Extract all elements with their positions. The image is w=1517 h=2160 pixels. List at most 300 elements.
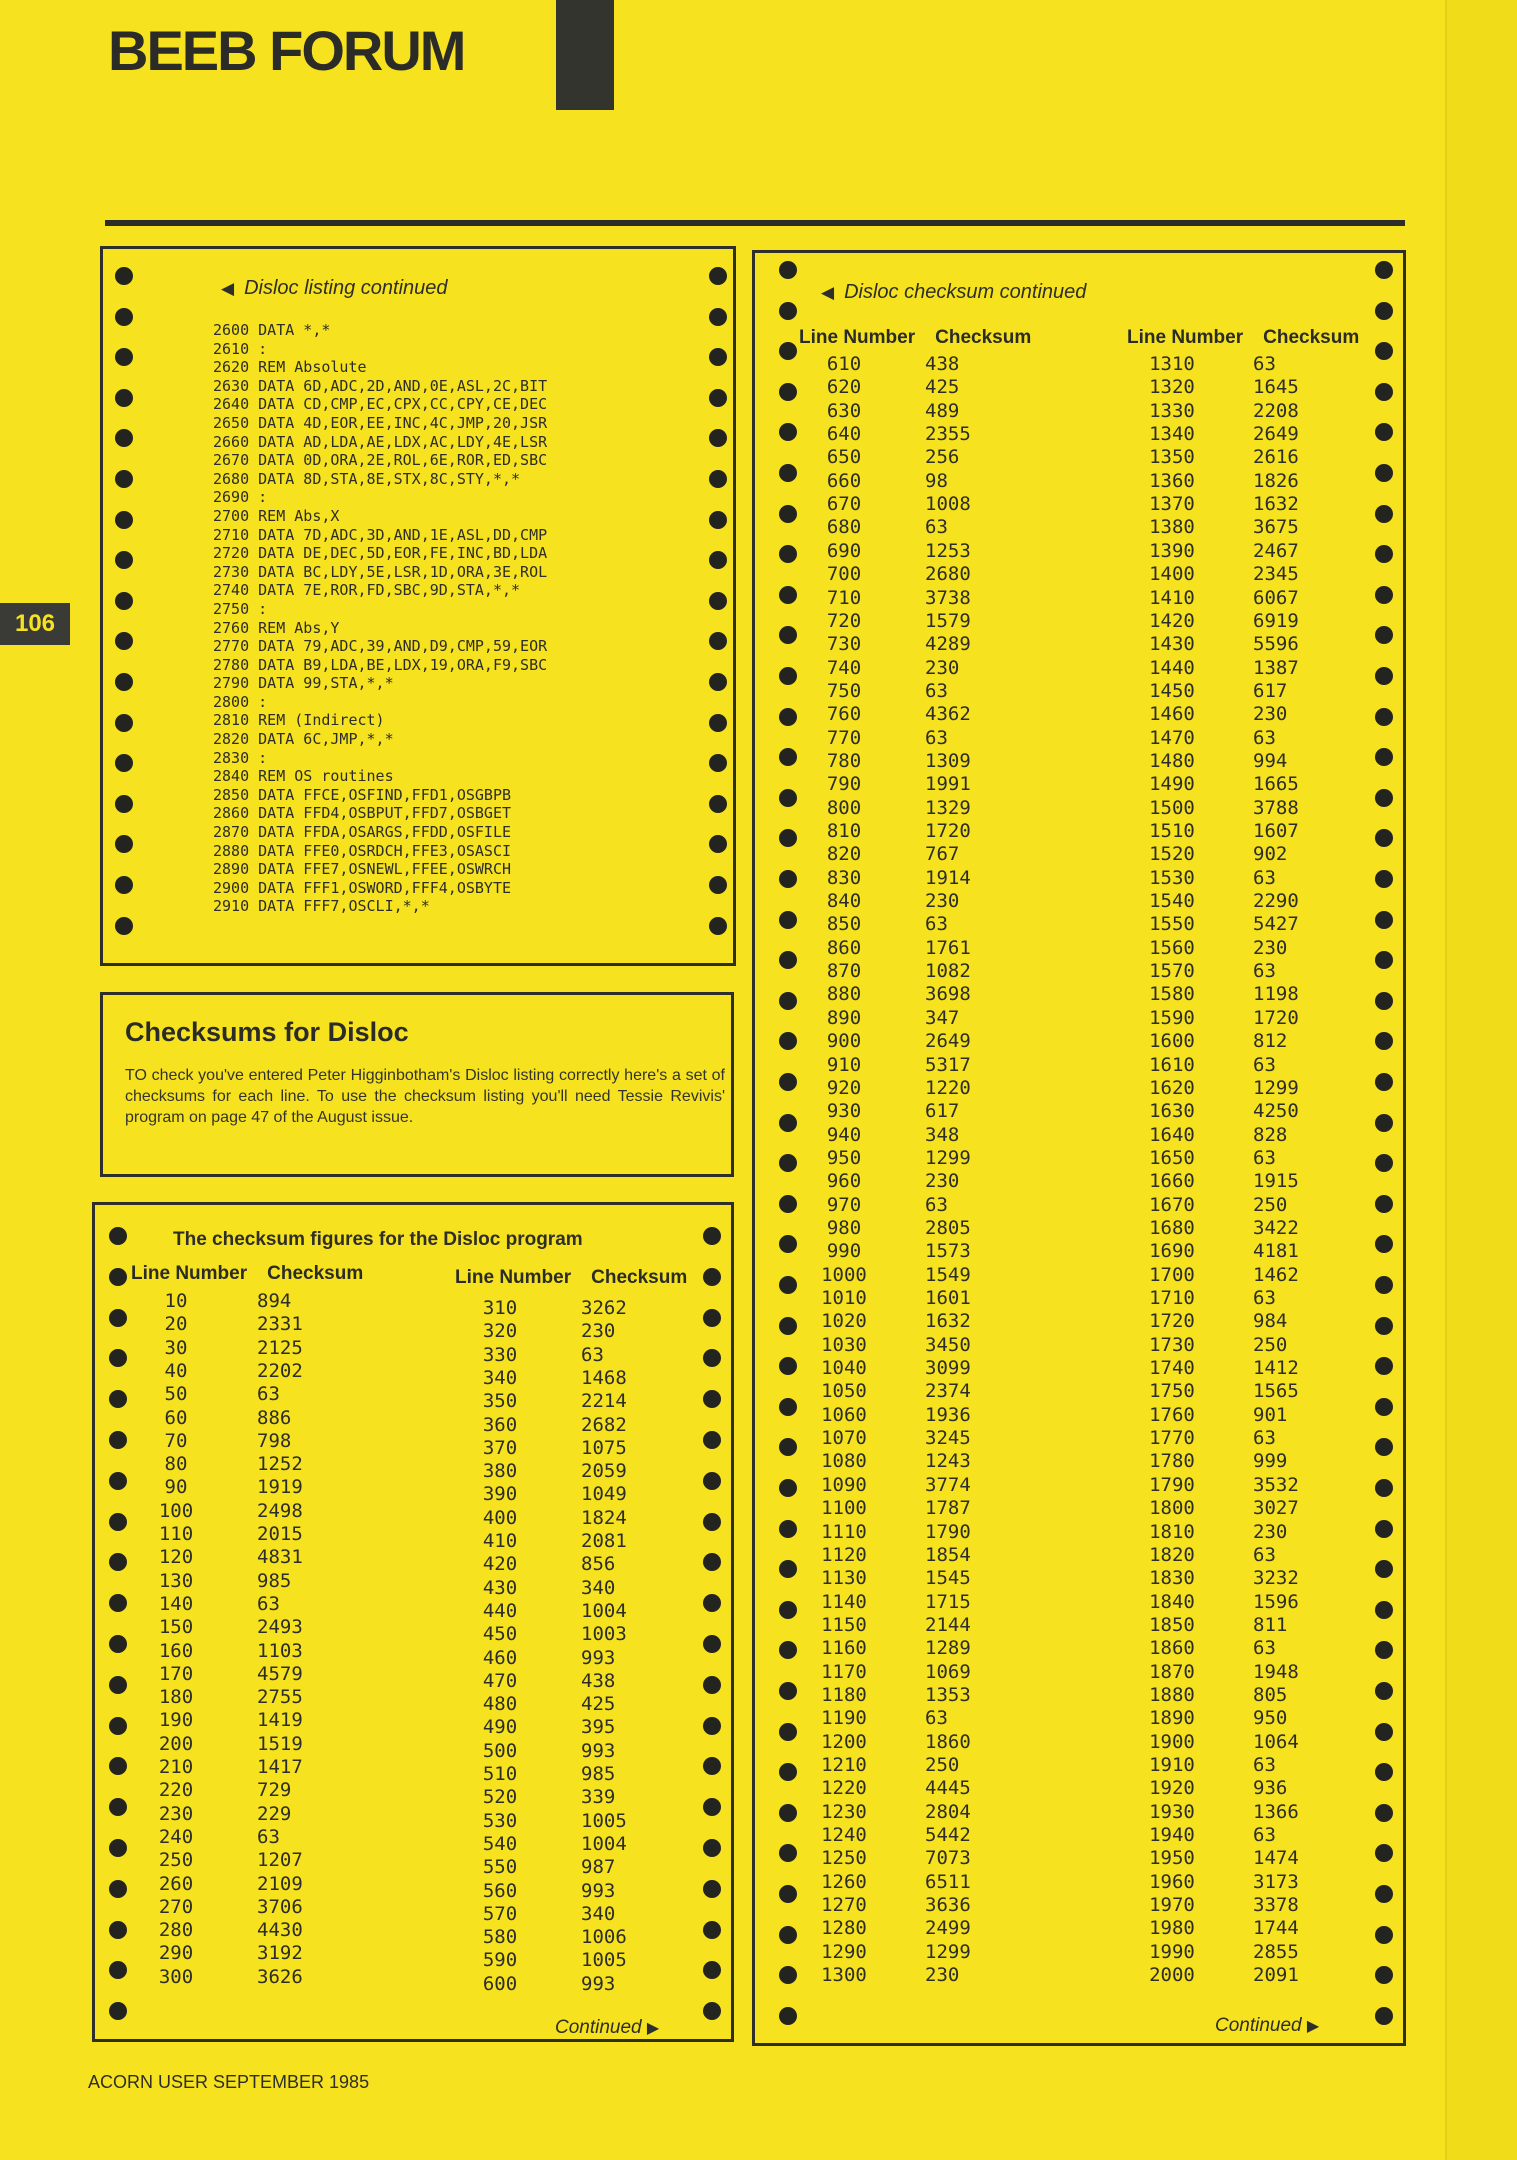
perforation-hole: [1375, 1195, 1393, 1213]
line-number-cell: 1820: [1149, 1543, 1195, 1566]
perforation-hole: [779, 748, 797, 766]
code-line: 2900 DATA FFF1,OSWORD,FFF4,OSBYTE: [213, 878, 512, 897]
checksum-cell: 1412: [1253, 1357, 1299, 1380]
line-number-cell: 620: [826, 376, 862, 399]
table-row: [1127, 867, 1373, 889]
checksum-cell: 2649: [925, 1030, 971, 1053]
table-row: [799, 1077, 1045, 1099]
code-line: 2740 DATA 7E,ROR,FD,SBC,9D,STA,*,*: [213, 581, 521, 600]
table-row: [799, 353, 1045, 375]
table-row: [799, 587, 1045, 609]
table-row: [455, 1693, 701, 1715]
line-number-cell: 2000: [1149, 1964, 1195, 1987]
line-number-cell: 390: [482, 1483, 518, 1506]
line-number-cell: 1730: [1149, 1333, 1195, 1356]
perforation-hole: [1375, 1560, 1393, 1578]
line-number-cell: 1540: [1149, 890, 1195, 913]
checksum-cell: 3738: [925, 586, 971, 609]
checksum-cell: 984: [1253, 1310, 1288, 1333]
perforation-hole: [779, 1723, 797, 1741]
table-row: [799, 1030, 1045, 1052]
perforation-left: [779, 253, 799, 2043]
checksum-cell: 1005: [581, 1809, 627, 1832]
checksum-cell: 3378: [1253, 1894, 1299, 1917]
checksum-cell: 63: [1253, 1543, 1276, 1566]
checksum-cell: 3698: [925, 983, 971, 1006]
line-number-cell: 1790: [1149, 1473, 1195, 1496]
table-row: [1127, 1591, 1373, 1613]
code-line: 2750 :: [213, 599, 268, 618]
table-row: [1127, 1567, 1373, 1589]
line-number-cell: 1930: [1149, 1800, 1195, 1823]
table-row: [1127, 680, 1373, 702]
table-row: [1127, 913, 1373, 935]
line-number-cell: 1670: [1149, 1193, 1195, 1216]
perforation-hole: [779, 1763, 797, 1781]
table-row: [799, 1287, 1045, 1309]
table-row: [1127, 1917, 1373, 1939]
code-line: 2730 DATA BC,LDY,5E,LSR,1D,ORA,3E,ROL: [213, 562, 548, 581]
perforation-hole: [779, 1195, 797, 1213]
table-row: [1127, 1964, 1373, 1986]
checksum-cell: 6919: [1253, 609, 1299, 632]
line-number-cell: 140: [158, 1592, 194, 1615]
perforation-hole: [779, 505, 797, 523]
listing-continued-title: ◀ Disloc listing continued: [221, 277, 448, 299]
checksum-cell: 2331: [257, 1313, 303, 1336]
perforation-hole: [779, 1235, 797, 1253]
checksum-cell: 987: [581, 1856, 616, 1879]
table-row: [1127, 797, 1373, 819]
checksum-cell: 63: [925, 726, 948, 749]
table-row: [455, 1367, 701, 1389]
line-number-cell: 1890: [1149, 1707, 1195, 1730]
perforation-hole: [115, 551, 133, 569]
line-number-cell: 1920: [1149, 1777, 1195, 1800]
checksum-cell: 63: [925, 516, 948, 539]
perforation-hole: [1375, 1763, 1393, 1781]
checksum-cell: 3532: [1253, 1473, 1299, 1496]
checksum-cell: 4831: [257, 1546, 303, 1569]
perforation-hole: [1375, 1438, 1393, 1456]
line-number-cell: 1470: [1149, 726, 1195, 749]
checksum-cell: 2345: [1253, 563, 1299, 586]
line-number-cell: 190: [158, 1709, 194, 1732]
line-number-cell: 1410: [1149, 586, 1195, 609]
line-number-cell: 1570: [1149, 960, 1195, 983]
perforation-hole: [109, 1472, 127, 1490]
code-line: 2620 REM Absolute: [213, 358, 367, 377]
table-row: [1127, 1334, 1373, 1356]
line-number-cell: 1560: [1149, 936, 1195, 959]
line-number-cell: 1840: [1149, 1590, 1195, 1613]
table-row: [131, 1873, 377, 1895]
table-row: [799, 470, 1045, 492]
page-number-tab: 106: [0, 603, 70, 645]
line-number-cell: 1030: [821, 1333, 867, 1356]
line-number-cell: 1310: [1149, 353, 1195, 375]
perforation-hole: [779, 829, 797, 847]
perforation-hole: [703, 1676, 721, 1694]
table-row: [131, 1686, 377, 1708]
perforation-hole: [109, 1390, 127, 1408]
table-row: [1127, 1707, 1373, 1729]
perforation-hole: [115, 308, 133, 326]
checksum-cell: 1207: [257, 1849, 303, 1872]
checksum-cell: 6511: [925, 1870, 971, 1893]
table-row: [131, 1570, 377, 1592]
checksum-cell: 2493: [257, 1616, 303, 1639]
perforation-hole: [1375, 342, 1393, 360]
perforation-hole: [703, 1880, 721, 1898]
perforation-hole: [709, 795, 727, 813]
checksum-cell: 63: [925, 1193, 948, 1216]
checksum-cell: 5596: [1253, 633, 1299, 656]
checksum-cell: 617: [925, 1100, 960, 1123]
code-line: 2800 :: [213, 692, 268, 711]
table-row: [1127, 470, 1373, 492]
checksum-cell: 1645: [1253, 376, 1299, 399]
line-number-cell: 890: [826, 1006, 862, 1029]
checksum-cell: 1003: [581, 1623, 627, 1646]
perforation-hole: [703, 1431, 721, 1449]
column-header-checksum: Checksum: [267, 1263, 364, 1284]
checksum-cell: 1468: [581, 1366, 627, 1389]
table-row: [1127, 1054, 1373, 1076]
perforation-hole: [1375, 708, 1393, 726]
checksum-cell: 1854: [925, 1543, 971, 1566]
line-number-cell: 490: [482, 1716, 518, 1739]
line-number-cell: 880: [826, 983, 862, 1006]
line-number-cell: 420: [482, 1553, 518, 1576]
perforation-hole: [709, 348, 727, 366]
line-number-cell: 1220: [821, 1777, 867, 1800]
right-triangle-icon: ▶: [1306, 2018, 1320, 2035]
checksum-cell: 256: [925, 446, 960, 469]
line-number-cell: 1650: [1149, 1146, 1195, 1169]
checksum-cell: 1632: [1253, 493, 1299, 516]
checksum-cell: 2499: [925, 1917, 971, 1940]
table-row: [799, 1684, 1045, 1706]
perforation-hole: [703, 1349, 721, 1367]
line-number-cell: 1100: [821, 1497, 867, 1520]
column-header-line-number: Line Number: [455, 1267, 572, 1288]
checksum-cell: 812: [1253, 1030, 1288, 1053]
checksum-cell: 395: [581, 1716, 616, 1739]
perforation-hole: [779, 261, 797, 279]
perforation-hole: [1375, 1154, 1393, 1172]
table-row: [799, 563, 1045, 585]
footer-issue-line: ACORN USER SEPTEMBER 1985: [88, 2072, 370, 2092]
table-row: [1127, 1427, 1373, 1449]
checksum-cell: 63: [257, 1383, 280, 1406]
perforation-hole: [1375, 545, 1393, 563]
perforation-hole: [779, 789, 797, 807]
table-row: [455, 1833, 701, 1855]
table-row: [1127, 633, 1373, 655]
perforation-hole: [709, 632, 727, 650]
table-row: [799, 1264, 1045, 1286]
checksum-cell: 950: [1253, 1707, 1288, 1730]
perforation-hole: [709, 754, 727, 772]
line-number-cell: 770: [826, 726, 862, 749]
checksum-cell: 993: [581, 1739, 616, 1762]
checksum-cell: 230: [925, 890, 960, 913]
perforation-hole: [1375, 667, 1393, 685]
code-line: 2870 DATA FFDA,OSARGS,FFDD,OSFILE: [213, 823, 512, 842]
listing-box: [100, 246, 736, 966]
code-line: 2640 DATA CD,CMP,EC,CPX,CC,CPY,CE,DEC: [213, 395, 548, 414]
perforation-hole: [709, 389, 727, 407]
perforation-hole: [709, 551, 727, 569]
line-number-cell: 1990: [1149, 1940, 1195, 1963]
line-number-cell: 100: [158, 1499, 194, 1522]
perforation-hole: [109, 1513, 127, 1531]
table-row: [455, 1973, 701, 1995]
perforation-hole: [109, 1676, 127, 1694]
perforation-hole: [779, 1073, 797, 1091]
checksum-cell: 230: [581, 1320, 616, 1343]
perforation-hole: [1375, 626, 1393, 644]
perforation-hole: [703, 1227, 721, 1245]
code-line: 2720 DATA DE,DEC,5D,EOR,FE,INC,BD,LDA: [213, 544, 548, 563]
line-number-cell: 70: [164, 1429, 188, 1452]
table-row: [1127, 1170, 1373, 1192]
perforation-hole: [1375, 1682, 1393, 1700]
code-line: 2840 REM OS routines: [213, 767, 394, 786]
table-row: [131, 1942, 377, 1964]
table-row: [455, 1507, 701, 1529]
checksum-cell: 3626: [257, 1965, 303, 1988]
checksum-cell: 5442: [925, 1824, 971, 1847]
table-row: [799, 820, 1045, 842]
checksum-cell: 4579: [257, 1662, 303, 1685]
table-row: [1127, 1310, 1373, 1332]
line-number-cell: 940: [826, 1123, 862, 1146]
line-number-cell: 1330: [1149, 399, 1195, 422]
table-row: [131, 1849, 377, 1871]
line-number-cell: 1010: [821, 1287, 867, 1309]
code-line: 2650 DATA 4D,EOR,EE,INC,4C,JMP,20,JSR: [213, 413, 548, 432]
line-number-cell: 790: [826, 773, 862, 796]
table-row: [1127, 1754, 1373, 1776]
table-row: [1127, 446, 1373, 468]
table-row: [1127, 1380, 1373, 1402]
line-number-cell: 610: [826, 353, 862, 375]
checksum-cell: 2214: [581, 1390, 627, 1413]
perforation-hole: [709, 592, 727, 610]
line-number-cell: 1440: [1149, 656, 1195, 679]
table-row: [799, 1521, 1045, 1543]
line-number-cell: 80: [164, 1453, 188, 1476]
column-header-line-number: Line Number: [1127, 327, 1244, 348]
line-number-cell: 1800: [1149, 1497, 1195, 1520]
line-number-cell: 730: [826, 633, 862, 656]
table-row: [131, 1756, 377, 1778]
table-row: [1127, 1684, 1373, 1706]
line-number-cell: 1390: [1149, 539, 1195, 562]
checksum-cell: 1936: [925, 1403, 971, 1426]
table-row: [799, 1544, 1045, 1566]
line-number-cell: 1910: [1149, 1754, 1195, 1776]
table-row: [799, 1614, 1045, 1636]
line-number-cell: 180: [158, 1686, 194, 1709]
checksum-cell: 7073: [925, 1847, 971, 1870]
table-row: [1127, 610, 1373, 632]
perforation-hole: [703, 1513, 721, 1531]
table-row: [799, 1707, 1045, 1729]
table-row: [799, 1964, 1045, 1986]
table-row: [1127, 750, 1373, 772]
line-number-cell: 1480: [1149, 749, 1195, 772]
perforation-hole: [779, 626, 797, 644]
checksum-cell: 3173: [1253, 1870, 1299, 1893]
line-number-cell: 640: [826, 423, 862, 446]
line-number-cell: 850: [826, 913, 862, 936]
line-number-cell: 1170: [821, 1660, 867, 1683]
line-number-cell: 250: [158, 1849, 194, 1872]
table-row: [455, 1926, 701, 1948]
perforation-hole: [109, 1717, 127, 1735]
perforation-hole: [779, 1926, 797, 1944]
table-row: [799, 680, 1045, 702]
checksum-cell: 4362: [925, 703, 971, 726]
checksum-cell: 4289: [925, 633, 971, 656]
line-number-cell: 980: [826, 1216, 862, 1239]
checksum-cell: 2125: [257, 1336, 303, 1359]
table-row: [799, 493, 1045, 515]
checksum-cell: 63: [1253, 1287, 1276, 1309]
checksum-cell: 347: [925, 1006, 960, 1029]
table-row: [799, 1310, 1045, 1332]
table-row: [455, 1483, 701, 1505]
table-row: [1127, 587, 1373, 609]
checksum-cell: 886: [257, 1406, 292, 1429]
table-row: [1127, 657, 1373, 679]
line-number-cell: 760: [826, 703, 862, 726]
perforation-hole: [109, 1268, 127, 1286]
table-row: [799, 1754, 1045, 1776]
table-row: [799, 633, 1045, 655]
line-number-cell: 1400: [1149, 563, 1195, 586]
perforation-hole: [779, 1966, 797, 1984]
table-row: [799, 913, 1045, 935]
table-row: [455, 1716, 701, 1738]
line-number-cell: 500: [482, 1739, 518, 1762]
line-number-cell: 450: [482, 1623, 518, 1646]
table-row: [1127, 1450, 1373, 1472]
checksum-cell: 3245: [925, 1427, 971, 1450]
checksum-cell: 1948: [1253, 1660, 1299, 1683]
table-row: [1127, 703, 1373, 725]
table-row: [455, 1414, 701, 1436]
perforation-hole: [779, 2007, 797, 2025]
line-number-cell: 1160: [821, 1637, 867, 1660]
line-number-cell: 160: [158, 1639, 194, 1662]
perforation-hole: [779, 1601, 797, 1619]
line-number-cell: 680: [826, 516, 862, 539]
table-row: [131, 1896, 377, 1918]
perforation-hole: [709, 714, 727, 732]
line-number-cell: 1420: [1149, 609, 1195, 632]
line-number-cell: 1680: [1149, 1216, 1195, 1239]
line-number-cell: 630: [826, 399, 862, 422]
line-number-cell: 1080: [821, 1450, 867, 1473]
column-header-line-number: Line Number: [131, 1263, 248, 1284]
column-header-checksum: Checksum: [1263, 327, 1360, 348]
line-number-cell: 820: [826, 843, 862, 866]
checksum-cell: 2081: [581, 1530, 627, 1552]
table-row: [455, 1460, 701, 1482]
checksum-cell: 2805: [925, 1216, 971, 1239]
code-line: 2710 DATA 7D,ADC,3D,AND,1E,ASL,DD,CMP: [213, 525, 548, 544]
line-number-cell: 240: [158, 1825, 194, 1848]
table-row: [799, 1007, 1045, 1029]
table-row: [799, 1777, 1045, 1799]
perforation-hole: [703, 1635, 721, 1653]
checksum-cell: 63: [1253, 1824, 1276, 1847]
code-line: 2630 DATA 6D,ADC,2D,AND,0E,ASL,2C,BIT: [213, 376, 548, 395]
line-number-cell: 120: [158, 1546, 194, 1569]
table-row: [131, 1407, 377, 1429]
table-row: [799, 843, 1045, 865]
line-number-cell: 340: [482, 1366, 518, 1389]
checksum-cell: 348: [925, 1123, 960, 1146]
perforation-hole: [1375, 1844, 1393, 1862]
line-number-cell: 1190: [821, 1707, 867, 1730]
table-row: [1127, 1357, 1373, 1379]
table-row: [799, 1731, 1045, 1753]
perforation-hole: [703, 1553, 721, 1571]
perforation-hole: [703, 1757, 721, 1775]
perforation-hole: [109, 1553, 127, 1571]
checksum-cell: 1008: [925, 493, 971, 516]
perforation-hole: [1375, 1398, 1393, 1416]
checksum-cell: 1049: [581, 1483, 627, 1506]
perforation-hole: [779, 302, 797, 320]
table-row: [799, 610, 1045, 632]
checksum-cell: 1004: [581, 1832, 627, 1855]
line-number-cell: 1150: [821, 1613, 867, 1636]
table-row: [455, 1856, 701, 1878]
checksum-cell: 2649: [1253, 423, 1299, 446]
line-number-cell: 1350: [1149, 446, 1195, 469]
table-row: [131, 1453, 377, 1475]
perforation-hole: [709, 511, 727, 529]
line-number-cell: 1380: [1149, 516, 1195, 539]
checksum-cell: 985: [581, 1763, 616, 1785]
perforation-hole: [703, 1921, 721, 1939]
checksum-cell: 3774: [925, 1473, 971, 1496]
table-row: [1127, 1777, 1373, 1799]
code-line: 2780 DATA B9,LDA,BE,LDX,19,ORA,F9,SBC: [213, 655, 548, 674]
table-row: [131, 1663, 377, 1685]
perforation-hole: [1375, 992, 1393, 1010]
line-number-cell: 1260: [821, 1870, 867, 1893]
line-number-cell: 300: [158, 1965, 194, 1988]
perforation-hole: [703, 2002, 721, 2020]
table-row: [1127, 1077, 1373, 1099]
line-number-cell: 1230: [821, 1800, 867, 1823]
checksum-cell: 250: [925, 1754, 960, 1776]
perforation-hole: [779, 423, 797, 441]
checksum-cell: 63: [257, 1592, 280, 1615]
line-number-cell: 720: [826, 609, 862, 632]
line-number-cell: 1240: [821, 1824, 867, 1847]
intro-heading: Checksums for Disloc: [125, 1017, 409, 1047]
perforation-hole: [115, 673, 133, 691]
column-header-line-number: Line Number: [799, 327, 916, 348]
